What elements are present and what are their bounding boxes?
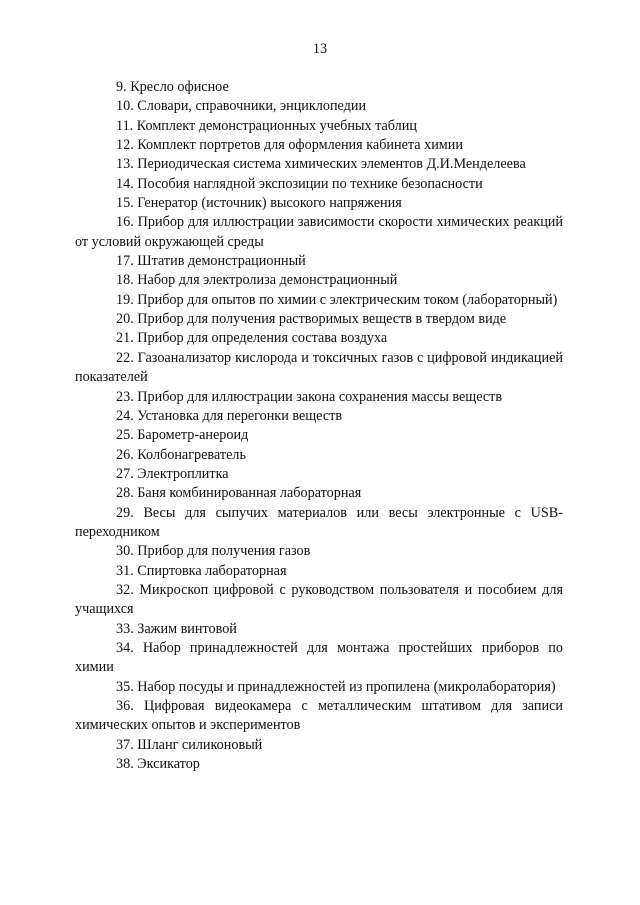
list-item: 12. Комплект портретов для оформления кабинета химии xyxy=(116,137,463,154)
list-item: 11. Комплект демонстрационных учебных таблиц xyxy=(116,117,417,134)
equipment-list xyxy=(75,78,563,774)
list-item: 20. Прибор для получения растворимых веществ в твердом виде xyxy=(116,311,507,328)
list-item: 38. Эксикатор xyxy=(116,756,200,773)
list-item: 28. Баня комбинированная лабораторная xyxy=(116,485,362,502)
list-item: 24. Установка для перегонки веществ xyxy=(116,407,343,424)
list-item: 30. Прибор для получения газов xyxy=(116,543,311,560)
list-item: 14. Пособия наглядной экспозиции по технике безопасности xyxy=(116,175,483,192)
list-item: 36. Цифровая видеокамера с металлическим штативом для записи химических опытов и экспериментов xyxy=(75,698,563,734)
list-item: 9. Кресло офисное xyxy=(116,79,229,95)
list-item: 13. Периодическая система химических элементов Д.И.Менделеева xyxy=(116,156,526,173)
page-number: 13 xyxy=(312,41,328,57)
list-item: 27. Электроплитка xyxy=(116,465,229,482)
list-item: 16. Прибор для иллюстрации зависимости скорости химических реакций от условий окружающей среды xyxy=(75,214,563,250)
list-item: 33. Зажим винтовой xyxy=(116,620,237,637)
list-item: 17. Штатив демонстрационный xyxy=(116,253,306,270)
list-item: 32. Микроскоп цифровой с руководством пользователя и пособием для учащихся xyxy=(75,581,563,618)
list-item: 10. Словари, справочники, энциклопедии xyxy=(116,98,367,115)
list-item: 15. Генератор (источник) высокого напряжения xyxy=(116,195,402,212)
list-item: 21. Прибор для определения состава воздуха xyxy=(116,330,388,347)
list-item: 22. Газоанализатор кислорода и токсичных газов с цифровой индикацией показателей xyxy=(75,349,563,386)
list-item: 34. Набор принадлежностей для монтажа простейших приборов по химии xyxy=(75,639,563,676)
list-item: 23. Прибор для иллюстрации закона сохранения массы веществ xyxy=(116,388,503,405)
list-item: 37. Шланг силиконовый xyxy=(116,736,263,753)
list-item: 25. Барометр-анероид xyxy=(116,427,249,444)
list-item: 29. Весы для сыпучих материалов или весы электронные с USB-переходником xyxy=(75,504,563,540)
list-item: 26. Колбонагреватель xyxy=(116,446,246,463)
list-item: 35. Набор посуды и принадлежностей из пропилена (микролаборатория) xyxy=(116,678,556,695)
list-item: 19. Прибор для опытов по химии с электрическим током (лабораторный) xyxy=(116,291,558,308)
list-item: 18. Набор для электролиза демонстрационный xyxy=(116,272,398,289)
list-item: 31. Спиртовка лабораторная xyxy=(116,562,287,579)
